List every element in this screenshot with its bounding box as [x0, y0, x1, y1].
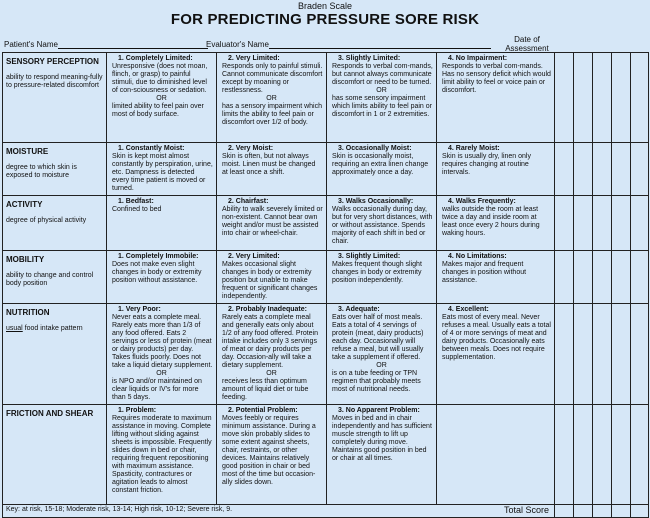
score-level-heading: 4. No Limitations:	[448, 253, 507, 260]
evaluator-name-field[interactable]	[206, 40, 491, 49]
or-separator: OR	[376, 87, 387, 94]
score-level-heading: 2. Very Moist:	[228, 145, 274, 152]
criterion-cell	[3, 143, 107, 196]
score-level-text: Responds to verbal com-mands, but cannot always communicate discomfort or need to be turned.	[332, 63, 433, 86]
or-separator: OR	[266, 370, 277, 377]
score-level-text: Walks occasionally during day, but for very short distances, with or without assistance. Spends majority of each shift in bed or chair.	[332, 206, 433, 245]
criterion-description-underlined: usual	[6, 325, 23, 332]
score-level-alt-text: has a sensory impairment which limits the ability to feel pain or discomfort over 1/2 of body.	[222, 103, 322, 126]
criterion-description-text: ability to respond meaning-fully to pressure-related discomfort	[6, 74, 103, 89]
score-level-text: Eats over half of most meals. Eats a total of 4 servings of protein (meat, dairy products) each day. Occasionally will refuse a meal, but will usually take a supplement if offered.	[332, 314, 424, 361]
criterion-description	[6, 272, 103, 288]
patient-name-line[interactable]	[58, 40, 208, 49]
criteria-row	[3, 251, 649, 304]
score-entry-cell[interactable]	[574, 196, 593, 251]
score-level-heading: 1. Completely Immobile:	[118, 253, 199, 260]
criteria-row	[3, 304, 649, 405]
score-level-heading: 2. Very Limited:	[228, 55, 280, 62]
score-entry-cell[interactable]	[574, 143, 593, 196]
score-description-cell	[107, 53, 217, 143]
score-level-heading: 2. Potential Problem:	[228, 407, 298, 414]
score-entry-cell[interactable]	[631, 143, 649, 196]
criterion-description	[6, 164, 103, 180]
score-level-heading: 2. Very Limited:	[228, 253, 280, 260]
date-of-assessment-label: Date of Assessment	[505, 35, 549, 53]
or-separator: OR	[156, 370, 167, 377]
criterion-cell	[3, 53, 107, 143]
score-level-heading: 1. Constantly Moist:	[118, 145, 185, 152]
score-level-heading: 3. Adequate:	[338, 306, 380, 313]
score-level-heading: 4. Rarely Moist:	[448, 145, 500, 152]
criterion-title: FRICTION AND SHEAR	[6, 409, 94, 418]
score-level-heading: 1. Very Poor:	[118, 306, 161, 313]
score-level-heading: 4. Excellent:	[448, 306, 489, 313]
score-level-alt-text: is NPO and/or maintained on clear liquids or IV's for more than 5 days.	[112, 378, 202, 401]
form-title: FOR PREDICTING PRESSURE SORE RISK	[170, 11, 480, 28]
score-description-cell	[217, 143, 327, 196]
score-description-cell	[327, 196, 437, 251]
evaluator-name-line[interactable]	[269, 40, 491, 49]
score-description-cell	[327, 251, 437, 304]
score-level-text: Never eats a complete meal. Rarely eats more than 1/3 of any food offered. Eats 2 servings or less of protein (meat or dairy products) per day. Takes fluids poorly. Does not take a liquid dietary supplement.	[112, 314, 213, 369]
criterion-cell	[3, 251, 107, 304]
score-entry-cell[interactable]	[631, 53, 649, 143]
score-level-heading: 3. Walks Occasionally:	[338, 198, 414, 205]
score-entry-cell[interactable]	[574, 405, 593, 505]
score-description-cell	[437, 304, 555, 405]
score-description-cell	[107, 196, 217, 251]
score-description-cell	[327, 143, 437, 196]
score-level-text: Moves in bed and in chair independently and has sufficient muscle strength to lift up completely during move. Maintains good position in bed or chair at all times.	[332, 415, 432, 462]
criterion-cell	[3, 196, 107, 251]
score-level-alt-text: limited ability to feel pain over most of body surface.	[112, 103, 204, 118]
score-level-heading: 3. Slightly Limited:	[338, 55, 401, 62]
score-level-text: Skin is often, but not always moist. Linen must be changed at least once a shift.	[222, 153, 316, 176]
criterion-description	[6, 325, 103, 333]
criterion-description	[6, 217, 103, 225]
assessment-table	[2, 52, 649, 518]
criterion-description-text: ability to change and control body position	[6, 272, 94, 287]
score-entry-cell[interactable]	[555, 251, 574, 304]
score-description-cell	[217, 251, 327, 304]
risk-key: Key: at risk, 15-18; Moderate risk, 13-14; High risk, 10-12; Severe risk, 9.	[6, 506, 233, 513]
score-entry-cell[interactable]	[631, 405, 649, 505]
score-description-cell	[107, 304, 217, 405]
score-entry-cell[interactable]	[574, 304, 593, 405]
score-entry-cell[interactable]	[612, 304, 631, 405]
criterion-description-text: food intake pattern	[24, 325, 83, 332]
score-entry-cell[interactable]	[574, 53, 593, 143]
score-entry-cell[interactable]	[555, 405, 574, 505]
score-entry-cell[interactable]	[612, 143, 631, 196]
score-level-alt-text: receives less than optimum amount of liquid diet or tube feeding.	[222, 378, 309, 401]
score-description-cell	[437, 251, 555, 304]
patient-name-label: Patient's Name	[4, 40, 58, 49]
score-level-text: Unresponsive (does not moan, flinch, or grasp) to painful stimuli, due to diminished level of con-sciousness or sedation.	[112, 63, 208, 94]
or-separator: OR	[266, 95, 277, 102]
criterion-cell	[3, 405, 107, 505]
score-description-cell	[217, 196, 327, 251]
score-level-heading: 3. Occasionally Moist:	[338, 145, 412, 152]
score-level-text: Skin is kept moist almost constantly by perspiration, urine, etc. Dampness is detected every time patient is moved or turned.	[112, 153, 213, 192]
score-entry-cell[interactable]	[574, 251, 593, 304]
score-description-cell	[327, 405, 437, 505]
criterion-title: MOBILITY	[6, 255, 45, 264]
criteria-row	[3, 143, 649, 196]
score-level-heading: 1. Problem:	[118, 407, 157, 414]
score-level-heading: 3. No Apparent Problem:	[338, 407, 420, 414]
score-level-text: Makes major and frequent changes in position without assistance.	[442, 261, 527, 284]
score-entry-cell[interactable]	[555, 143, 574, 196]
score-entry-cell[interactable]	[612, 405, 631, 505]
criteria-row	[3, 405, 649, 505]
score-description-cell	[217, 304, 327, 405]
score-entry-cell[interactable]	[593, 251, 612, 304]
score-entry-cell[interactable]	[593, 196, 612, 251]
score-level-heading: 4. Walks Frequently:	[448, 198, 516, 205]
score-level-text: Rarely eats a complete meal and generally eats only about 1/2 of any food offered. Protein intake includes only 3 servings of meat or dairy products per day. Occasion-ally will take a dietary supplement.	[222, 314, 318, 369]
score-description-cell	[437, 53, 555, 143]
score-entry-cell[interactable]	[612, 251, 631, 304]
or-separator: OR	[156, 95, 167, 102]
criterion-title: ACTIVITY	[6, 200, 43, 209]
score-description-cell	[437, 196, 555, 251]
total-score-label: Total Score	[503, 505, 549, 515]
criterion-description-text: degree of physical activity	[6, 217, 87, 224]
evaluator-name-label: Evaluator's Name	[206, 40, 269, 49]
score-level-text: Skin is usually dry, linen only requires changing at routine intervals.	[442, 153, 531, 176]
score-level-alt-text: is on a tube feeding or TPN regimen that probably meets most of nutritional needs.	[332, 370, 421, 393]
score-description-cell	[327, 53, 437, 143]
criteria-row	[3, 53, 649, 143]
score-entry-cell[interactable]	[593, 405, 612, 505]
form-caption: Braden Scale	[297, 1, 353, 11]
score-level-heading: 4. No Impairment:	[448, 55, 508, 62]
score-level-text: Makes frequent though slight changes in body or extremity position independently.	[332, 261, 422, 284]
score-level-text: Skin is occasionally moist, requiring an extra linen change approximately once a day.	[332, 153, 429, 176]
score-description-cell	[107, 143, 217, 196]
criterion-description	[6, 74, 103, 90]
score-level-text: Moves feebly or requires minimum assistance. During a move skin probably slides to some extent against sheets, chair, restraints, or other devices. Maintains relatively good position in chair or bed most of the time but occasion-ally slides down.	[222, 415, 316, 486]
patient-name-field[interactable]	[4, 40, 208, 49]
criterion-title: MOISTURE	[6, 147, 49, 156]
score-level-heading: 2. Chairfast:	[228, 198, 269, 205]
score-level-text: Responds only to painful stimuli. Cannot communicate discomfort except by moaning or restlessness.	[222, 63, 323, 94]
score-entry-cell[interactable]	[593, 304, 612, 405]
score-entry-cell[interactable]	[555, 196, 574, 251]
score-entry-cell[interactable]	[593, 53, 612, 143]
score-entry-cell[interactable]	[593, 143, 612, 196]
score-description-cell	[217, 53, 327, 143]
score-entry-cell[interactable]	[631, 251, 649, 304]
score-entry-cell[interactable]	[612, 53, 631, 143]
score-level-text: Does not make even slight changes in body or extremity position without assistance.	[112, 261, 202, 284]
score-description-cell	[107, 251, 217, 304]
criterion-description-text: degree to which skin is exposed to moisture	[6, 164, 77, 179]
score-entry-cell[interactable]	[631, 196, 649, 251]
score-description-cell	[327, 304, 437, 405]
score-level-heading: 3. Slightly Limited:	[338, 253, 401, 260]
or-separator: OR	[376, 362, 387, 369]
criterion-title: NUTRITION	[6, 308, 50, 317]
score-entry-cell[interactable]	[555, 304, 574, 405]
score-entry-cell[interactable]	[631, 304, 649, 405]
score-entry-cell[interactable]	[555, 53, 574, 143]
score-level-heading: 1. Bedfast:	[118, 198, 154, 205]
criteria-row	[3, 196, 649, 251]
score-entry-cell[interactable]	[612, 196, 631, 251]
score-level-alt-text: has some sensory impairment which limits ability to feel pain or discomfort in 1 or 2 extremities.	[332, 95, 432, 118]
score-level-text: Requires moderate to maximum assistance in moving. Complete lifting without sliding against sheets is impossible. Frequently slides down in bed or chair, requiring frequent repositioning with maximum assistance. Spasticity, contractures or agitation leads to almost constant friction.	[112, 415, 212, 494]
score-description-cell	[437, 143, 555, 196]
score-level-heading: 1. Completely Limited:	[118, 55, 193, 62]
score-level-text: walks outside the room at least twice a day and inside room at least once every 2 hours during waking hours.	[442, 206, 540, 237]
score-level-text: Ability to walk severely limited or non-existent. Cannot bear own weight and/or must be assisted into chair or wheel-chair.	[222, 206, 323, 237]
score-description-cell	[217, 405, 327, 505]
score-level-text: Responds to verbal com-mands. Has no sensory deficit which would limit ability to feel or voice pain or discomfort.	[442, 63, 551, 94]
criterion-cell	[3, 304, 107, 405]
score-level-text: Confined to bed	[112, 206, 162, 213]
score-description-cell	[437, 405, 555, 505]
score-level-text: Eats most of every meal. Never refuses a meal. Usually eats a total of 4 or more servings of meat and dairy products. Occasionally eats between meals. Does not require supplementation.	[442, 314, 551, 361]
score-level-heading: 2. Probably Inadequate:	[228, 306, 307, 313]
criterion-title: SENSORY PERCEPTION	[6, 57, 99, 66]
score-description-cell	[107, 405, 217, 505]
score-level-text: Makes occasional slight changes in body or extremity position but unable to make frequent or significant changes independently.	[222, 261, 318, 300]
